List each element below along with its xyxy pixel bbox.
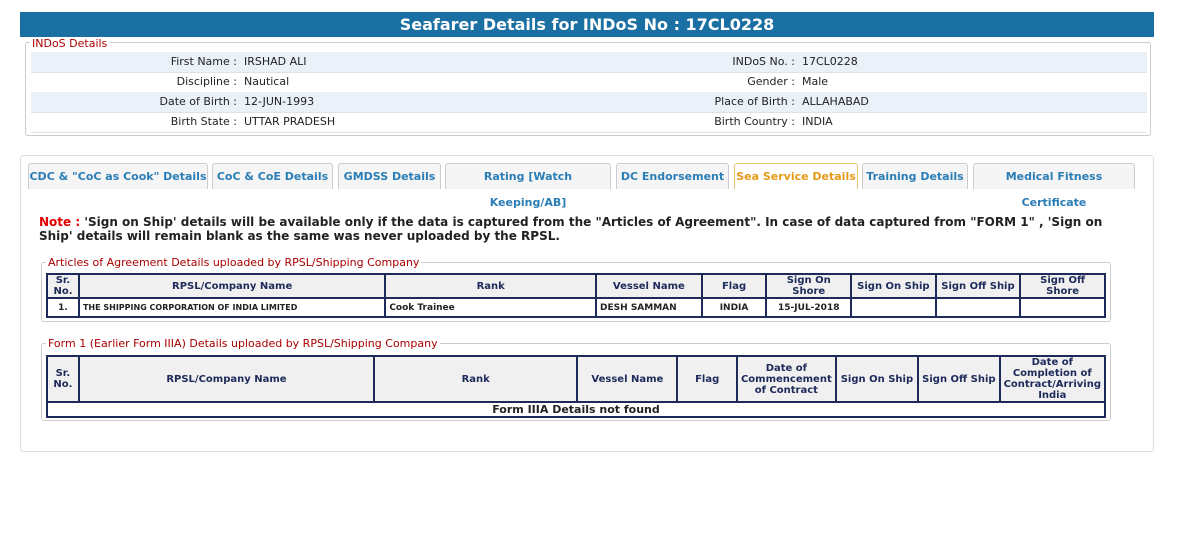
col-sign-on-ship: Sign On Ship [851, 274, 936, 298]
table-row [47, 298, 1105, 317]
note-text: 'Sign on Ship' details will be available only if the data is captured from the "Articles of Agreement". In case of data captured from "FORM 1" , 'Sign on Ship' details will remain blank as the same was never uploaded by the RPSL. [39, 215, 1103, 243]
indos-details-section [25, 37, 1151, 136]
gender-label: Gender : [747, 75, 795, 88]
dob-label: Date of Birth : [159, 95, 237, 108]
indos-details-legend: INDoS Details [32, 37, 108, 50]
col-sign-off-ship: Sign Off Ship [918, 356, 999, 402]
col-sign-off-shore: Sign Off Shore [1020, 274, 1105, 298]
note-label: Note : [39, 215, 81, 229]
tab-sea-service[interactable]: Sea Service Details [734, 163, 858, 189]
indos-no-label: INDoS No. : [732, 55, 795, 68]
birth-country-value: INDIA [802, 115, 833, 128]
col-date-commencement: Date of Commencement of Contract [737, 356, 836, 402]
info-row-birth-state [31, 112, 1147, 133]
row-rank: Cook Trainee [385, 298, 596, 317]
form1-legend: Form 1 (Earlier Form IIIA) Details uploaded by RPSL/Shipping Company [48, 337, 438, 350]
col-sr-no: Sr. No. [47, 356, 79, 402]
row-sign-on-ship [851, 298, 936, 317]
sign-on-ship-note [39, 215, 1119, 243]
place-of-birth-label: Place of Birth : [714, 95, 795, 108]
col-date-completion: Date of Completion of Contract/Arriving India [1000, 356, 1105, 402]
row-sign-off-shore [1020, 298, 1105, 317]
tab-rating-watch-keeping[interactable]: Rating [Watch Keeping/AB] [445, 163, 611, 189]
first-name-label: First Name : [170, 55, 237, 68]
birth-state-label: Birth State : [170, 115, 237, 128]
info-row-first-name [31, 52, 1147, 73]
tab-training[interactable]: Training Details [862, 163, 968, 189]
col-vessel: Vessel Name [577, 356, 677, 402]
tab-coc-coe[interactable]: CoC & CoE Details [212, 163, 333, 189]
indos-no-value: 17CL0228 [802, 55, 858, 68]
form1-not-found-message: Form IIIA Details not found [47, 402, 1105, 417]
col-sr-no: Sr. No. [47, 274, 79, 298]
tab-cdc-coc-cook[interactable]: CDC & "CoC as Cook" Details [28, 163, 208, 189]
col-flag: Flag [702, 274, 767, 298]
col-rank: Rank [374, 356, 577, 402]
row-flag: INDIA [702, 298, 767, 317]
articles-legend: Articles of Agreement Details uploaded by RPSL/Shipping Company [48, 256, 420, 269]
row-sign-off-ship [936, 298, 1021, 317]
col-sign-off-ship: Sign Off Ship [936, 274, 1021, 298]
col-flag: Flag [677, 356, 737, 402]
table-row [47, 402, 1105, 417]
info-row-discipline [31, 72, 1147, 93]
first-name-value: IRSHAD ALI [244, 55, 307, 68]
col-company: RPSL/Company Name [79, 356, 374, 402]
gender-value: Male [802, 75, 829, 88]
row-sign-on-shore: 15-JUL-2018 [766, 298, 851, 317]
page-title: Seafarer Details for INDoS No : 17CL0228 [20, 12, 1154, 37]
row-sr-no: 1. [47, 298, 79, 317]
discipline-label: Discipline : [176, 75, 237, 88]
col-rank: Rank [385, 274, 596, 298]
articles-header-row [47, 274, 1105, 298]
dob-value: 12-JUN-1993 [244, 95, 315, 108]
col-sign-on-ship: Sign On Ship [836, 356, 918, 402]
col-vessel: Vessel Name [596, 274, 702, 298]
col-sign-on-shore: Sign On Shore [766, 274, 851, 298]
birth-state-value: UTTAR PRADESH [244, 115, 336, 128]
birth-country-label: Birth Country : [714, 115, 795, 128]
info-row-dob [31, 92, 1147, 113]
row-company: THE SHIPPING CORPORATION OF INDIA LIMITED [79, 298, 385, 317]
row-vessel: DESH SAMMAN [596, 298, 702, 317]
tab-medical-fitness[interactable]: Medical Fitness Certificate [973, 163, 1135, 189]
discipline-value: Nautical [244, 75, 290, 88]
articles-table [46, 273, 1106, 318]
tab-gmdss[interactable]: GMDSS Details [338, 163, 441, 189]
form1-table [46, 355, 1106, 418]
tab-dc-endorsement[interactable]: DC Endorsement [616, 163, 729, 189]
place-of-birth-value: ALLAHABAD [802, 95, 869, 108]
col-company: RPSL/Company Name [79, 274, 385, 298]
form1-header-row [47, 356, 1105, 402]
